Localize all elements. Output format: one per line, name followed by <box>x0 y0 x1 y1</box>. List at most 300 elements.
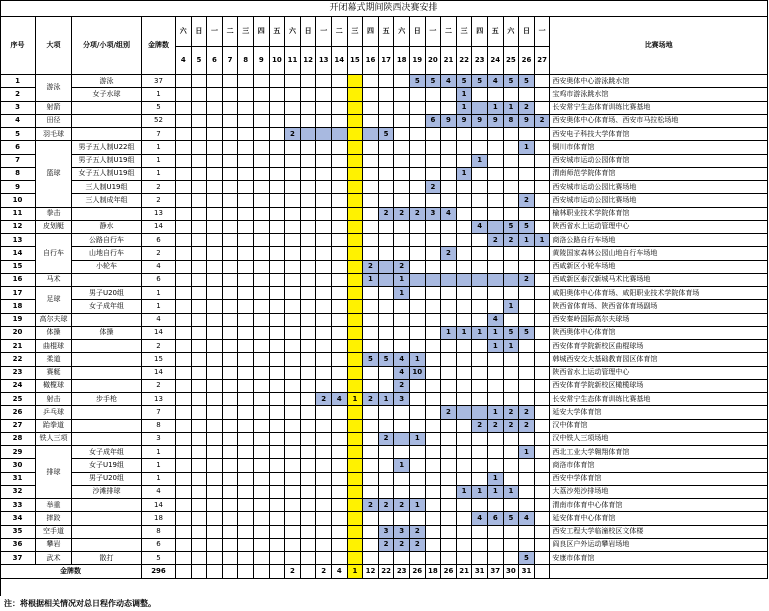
day-cell: 1 <box>488 327 504 340</box>
row-venue: 铜川市体育馆 <box>550 141 768 154</box>
day-cell <box>441 128 457 141</box>
day-cell: 1 <box>410 433 426 446</box>
day-cell <box>472 168 488 181</box>
day-cell <box>301 102 317 115</box>
day-cell <box>285 155 301 168</box>
day-cell <box>441 459 457 472</box>
row-medals: 8 <box>142 420 176 433</box>
day-cell <box>254 314 270 327</box>
day-cell <box>363 459 379 472</box>
header-date: 15 <box>348 47 364 75</box>
day-cell <box>301 208 317 221</box>
day-cell <box>488 526 504 539</box>
day-cell <box>332 300 348 313</box>
day-cell <box>519 155 535 168</box>
day-cell <box>176 499 192 512</box>
day-cell <box>535 446 551 459</box>
day-cell: 2 <box>394 261 410 274</box>
total-day <box>535 565 551 578</box>
row-no: 27 <box>0 420 36 433</box>
row-medals: 14 <box>142 499 176 512</box>
day-cell <box>379 155 395 168</box>
day-cell <box>504 552 520 565</box>
day-cell <box>192 327 208 340</box>
day-cell <box>535 274 551 287</box>
day-cell <box>301 526 317 539</box>
day-cell <box>270 168 286 181</box>
day-cell <box>238 552 254 565</box>
day-cell: 4 <box>332 393 348 406</box>
row-medals: 52 <box>142 115 176 128</box>
row-event: 摔跤 <box>36 512 72 525</box>
day-cell <box>504 287 520 300</box>
day-cell <box>223 181 239 194</box>
day-cell <box>176 393 192 406</box>
header-weekday: 三 <box>348 17 364 47</box>
day-cell <box>457 128 473 141</box>
day-cell <box>504 526 520 539</box>
row-event: 跆拳道 <box>36 420 72 433</box>
day-cell <box>488 221 504 234</box>
day-cell <box>379 486 395 499</box>
day-cell <box>192 247 208 260</box>
day-cell <box>363 221 379 234</box>
day-cell <box>535 486 551 499</box>
day-cell <box>285 486 301 499</box>
day-cell <box>223 433 239 446</box>
day-cell <box>472 300 488 313</box>
day-cell <box>316 141 332 154</box>
day-cell <box>472 526 488 539</box>
row-medals: 5 <box>142 552 176 565</box>
row-venue: 安康市体育馆 <box>550 552 768 565</box>
day-cell <box>301 247 317 260</box>
row-event: 皮划艇 <box>36 221 72 234</box>
day-cell <box>332 75 348 88</box>
day-cell <box>457 552 473 565</box>
day-cell: 2 <box>519 274 535 287</box>
day-cell <box>348 102 364 115</box>
row-medals: 1 <box>142 141 176 154</box>
day-cell <box>535 420 551 433</box>
day-cell <box>285 473 301 486</box>
row-event: 排球 <box>36 446 72 499</box>
row-venue: 西安电子科技大学体育馆 <box>550 128 768 141</box>
row-venue: 长安常宁生态体育训练比赛基地 <box>550 102 768 115</box>
day-cell <box>519 340 535 353</box>
header-date: 7 <box>223 47 239 75</box>
day-cell <box>348 168 364 181</box>
day-cell <box>192 526 208 539</box>
day-cell <box>348 181 364 194</box>
day-cell <box>332 459 348 472</box>
day-cell <box>504 393 520 406</box>
day-cell <box>207 406 223 419</box>
day-cell <box>254 155 270 168</box>
day-cell <box>348 128 364 141</box>
day-cell: 5 <box>504 512 520 525</box>
header-venue: 比赛场地 <box>550 17 768 75</box>
header-date: 26 <box>519 47 535 75</box>
day-cell <box>301 261 317 274</box>
day-cell <box>332 181 348 194</box>
row-event: 高尔夫球 <box>36 314 72 327</box>
day-cell <box>332 274 348 287</box>
day-cell <box>332 88 348 101</box>
day-cell <box>348 539 364 552</box>
day-cell <box>488 247 504 260</box>
day-cell <box>207 234 223 247</box>
day-cell <box>254 340 270 353</box>
day-cell <box>207 261 223 274</box>
day-cell <box>301 393 317 406</box>
day-cell <box>301 446 317 459</box>
day-cell <box>316 340 332 353</box>
day-cell <box>285 102 301 115</box>
day-cell <box>441 261 457 274</box>
day-cell <box>441 512 457 525</box>
day-cell: 2 <box>394 539 410 552</box>
day-cell <box>504 446 520 459</box>
day-cell <box>176 486 192 499</box>
day-cell <box>519 314 535 327</box>
day-cell <box>504 247 520 260</box>
row-no: 14 <box>0 247 36 260</box>
day-cell <box>519 433 535 446</box>
day-cell <box>348 380 364 393</box>
day-cell <box>535 221 551 234</box>
day-cell <box>223 380 239 393</box>
day-cell <box>348 512 364 525</box>
day-cell <box>410 181 426 194</box>
row-medals: 14 <box>142 367 176 380</box>
header-date: 5 <box>192 47 208 75</box>
row-medals: 7 <box>142 406 176 419</box>
row-sub: 男子五人制U19组 <box>72 155 142 168</box>
day-cell <box>379 181 395 194</box>
day-cell <box>394 420 410 433</box>
day-cell <box>207 88 223 101</box>
day-cell <box>192 168 208 181</box>
day-cell <box>363 75 379 88</box>
day-cell <box>348 208 364 221</box>
day-cell <box>535 155 551 168</box>
row-event: 橄榄球 <box>36 380 72 393</box>
day-cell: 4 <box>394 367 410 380</box>
day-cell <box>332 526 348 539</box>
day-cell <box>410 168 426 181</box>
day-cell <box>426 380 442 393</box>
day-cell <box>457 539 473 552</box>
day-cell <box>316 194 332 207</box>
day-cell <box>426 420 442 433</box>
day-cell <box>301 340 317 353</box>
day-cell <box>488 446 504 459</box>
day-cell <box>348 459 364 472</box>
day-cell <box>410 300 426 313</box>
row-medals: 1 <box>142 459 176 472</box>
day-cell: 2 <box>519 420 535 433</box>
day-cell <box>472 433 488 446</box>
day-cell <box>410 221 426 234</box>
day-cell <box>238 102 254 115</box>
total-day: 26 <box>410 565 426 578</box>
day-cell <box>379 234 395 247</box>
day-cell <box>410 420 426 433</box>
day-cell <box>535 88 551 101</box>
day-cell <box>363 234 379 247</box>
day-cell <box>535 367 551 380</box>
day-cell <box>504 274 520 287</box>
day-cell <box>254 115 270 128</box>
day-cell <box>394 512 410 525</box>
total-day: 26 <box>441 565 457 578</box>
day-cell <box>472 287 488 300</box>
row-sub: 山地自行车 <box>72 247 142 260</box>
day-cell <box>316 221 332 234</box>
day-cell <box>379 446 395 459</box>
row-sub <box>72 353 142 366</box>
day-cell <box>192 274 208 287</box>
day-cell: 4 <box>488 75 504 88</box>
day-cell <box>441 314 457 327</box>
row-no: 5 <box>0 128 36 141</box>
day-cell <box>301 380 317 393</box>
row-no: 30 <box>0 459 36 472</box>
day-cell <box>238 380 254 393</box>
day-cell <box>379 340 395 353</box>
day-cell <box>316 314 332 327</box>
header-weekday: 一 <box>316 17 332 47</box>
day-cell: 1 <box>410 353 426 366</box>
day-cell <box>535 168 551 181</box>
day-cell <box>472 261 488 274</box>
day-cell <box>410 102 426 115</box>
day-cell <box>410 115 426 128</box>
day-cell <box>223 300 239 313</box>
day-cell <box>410 380 426 393</box>
day-cell <box>301 327 317 340</box>
day-cell <box>426 221 442 234</box>
day-cell <box>535 433 551 446</box>
row-venue: 西安奥体中心体育场、西安市马拉松场地 <box>550 115 768 128</box>
row-no: 22 <box>0 353 36 366</box>
day-cell: 3 <box>426 208 442 221</box>
day-cell <box>207 102 223 115</box>
day-cell <box>176 155 192 168</box>
day-cell <box>426 168 442 181</box>
day-cell <box>223 314 239 327</box>
day-cell <box>332 446 348 459</box>
day-cell <box>301 473 317 486</box>
day-cell: 2 <box>410 208 426 221</box>
day-cell <box>301 512 317 525</box>
row-medals: 37 <box>142 75 176 88</box>
day-cell <box>410 327 426 340</box>
day-cell <box>363 181 379 194</box>
day-cell <box>394 446 410 459</box>
day-cell <box>332 221 348 234</box>
row-venue: 渭南师范学院体育馆 <box>550 168 768 181</box>
row-event: 射箭 <box>36 102 72 115</box>
day-cell <box>394 340 410 353</box>
day-cell <box>410 141 426 154</box>
day-cell <box>254 473 270 486</box>
day-cell: 9 <box>519 115 535 128</box>
day-cell <box>270 327 286 340</box>
day-cell <box>316 420 332 433</box>
row-venue: 西咸新区泰汉新城马术比赛场地 <box>550 274 768 287</box>
day-cell <box>504 499 520 512</box>
day-cell <box>285 261 301 274</box>
day-cell <box>426 340 442 353</box>
day-cell <box>316 115 332 128</box>
day-cell: 8 <box>504 115 520 128</box>
day-cell <box>285 367 301 380</box>
day-cell <box>176 552 192 565</box>
header-date: 6 <box>207 47 223 75</box>
day-cell <box>207 327 223 340</box>
day-cell <box>379 221 395 234</box>
day-cell <box>379 406 395 419</box>
day-cell <box>207 247 223 260</box>
day-cell <box>348 552 364 565</box>
day-cell <box>332 367 348 380</box>
day-cell: 2 <box>394 208 410 221</box>
day-cell: 5 <box>363 353 379 366</box>
day-cell <box>426 539 442 552</box>
day-cell <box>270 287 286 300</box>
row-no: 15 <box>0 261 36 274</box>
row-event: 空手道 <box>36 526 72 539</box>
header-date: 12 <box>301 47 317 75</box>
day-cell <box>488 208 504 221</box>
day-cell <box>426 274 442 287</box>
day-cell <box>394 181 410 194</box>
row-event: 羽毛球 <box>36 128 72 141</box>
day-cell <box>363 287 379 300</box>
day-cell <box>535 406 551 419</box>
day-cell <box>426 393 442 406</box>
day-cell <box>285 499 301 512</box>
day-cell: 9 <box>441 115 457 128</box>
day-cell <box>441 552 457 565</box>
row-no: 6 <box>0 141 36 154</box>
day-cell <box>270 499 286 512</box>
day-cell <box>519 539 535 552</box>
day-cell <box>410 446 426 459</box>
header-event: 大项 <box>36 17 72 75</box>
day-cell <box>254 499 270 512</box>
day-cell <box>504 380 520 393</box>
header-date: 27 <box>535 47 551 75</box>
day-cell <box>238 221 254 234</box>
day-cell: 2 <box>410 526 426 539</box>
row-sub: 三人制U19组 <box>72 181 142 194</box>
day-cell <box>472 367 488 380</box>
day-cell <box>472 314 488 327</box>
day-cell <box>426 300 442 313</box>
day-cell <box>332 261 348 274</box>
day-cell <box>285 247 301 260</box>
row-no: 1 <box>0 75 36 88</box>
day-cell <box>254 446 270 459</box>
header-weekday: 三 <box>457 17 473 47</box>
day-cell: 2 <box>504 406 520 419</box>
day-cell <box>426 486 442 499</box>
row-venue: 西安秦岭国际高尔夫球场 <box>550 314 768 327</box>
row-no: 18 <box>0 300 36 313</box>
row-no: 2 <box>0 88 36 101</box>
day-cell <box>504 473 520 486</box>
row-medals: 4 <box>142 261 176 274</box>
day-cell <box>379 473 395 486</box>
day-cell <box>270 353 286 366</box>
day-cell <box>426 459 442 472</box>
day-cell <box>238 247 254 260</box>
day-cell <box>379 380 395 393</box>
row-medals: 1 <box>142 300 176 313</box>
day-cell <box>223 526 239 539</box>
day-cell <box>192 552 208 565</box>
day-cell <box>535 128 551 141</box>
day-cell <box>207 300 223 313</box>
day-cell <box>410 473 426 486</box>
row-no: 23 <box>0 367 36 380</box>
day-cell <box>176 340 192 353</box>
day-cell <box>316 155 332 168</box>
day-cell: 2 <box>410 539 426 552</box>
header-weekday: 六 <box>504 17 520 47</box>
day-cell <box>192 221 208 234</box>
day-cell <box>363 446 379 459</box>
day-cell <box>207 75 223 88</box>
day-cell <box>301 194 317 207</box>
day-cell: 2 <box>379 208 395 221</box>
day-cell <box>332 234 348 247</box>
day-cell <box>457 340 473 353</box>
day-cell <box>363 486 379 499</box>
day-cell <box>254 420 270 433</box>
row-venue: 汉中体育馆 <box>550 420 768 433</box>
total-day: 30 <box>504 565 520 578</box>
day-cell <box>301 433 317 446</box>
day-cell <box>457 459 473 472</box>
day-cell: 1 <box>472 155 488 168</box>
day-cell <box>394 168 410 181</box>
row-medals: 2 <box>142 380 176 393</box>
day-cell <box>394 327 410 340</box>
day-cell <box>348 141 364 154</box>
day-cell <box>301 353 317 366</box>
day-cell <box>441 274 457 287</box>
day-cell <box>316 102 332 115</box>
day-cell <box>238 300 254 313</box>
day-cell <box>207 141 223 154</box>
day-cell <box>301 539 317 552</box>
day-cell <box>207 473 223 486</box>
day-cell <box>270 459 286 472</box>
day-cell <box>207 155 223 168</box>
row-sub <box>72 420 142 433</box>
row-venue: 西安工程大学临潼校区文体楼 <box>550 526 768 539</box>
day-cell: 1 <box>457 327 473 340</box>
day-cell <box>457 194 473 207</box>
day-cell: 5 <box>457 75 473 88</box>
row-sub <box>72 433 142 446</box>
day-cell <box>488 459 504 472</box>
day-cell <box>535 208 551 221</box>
